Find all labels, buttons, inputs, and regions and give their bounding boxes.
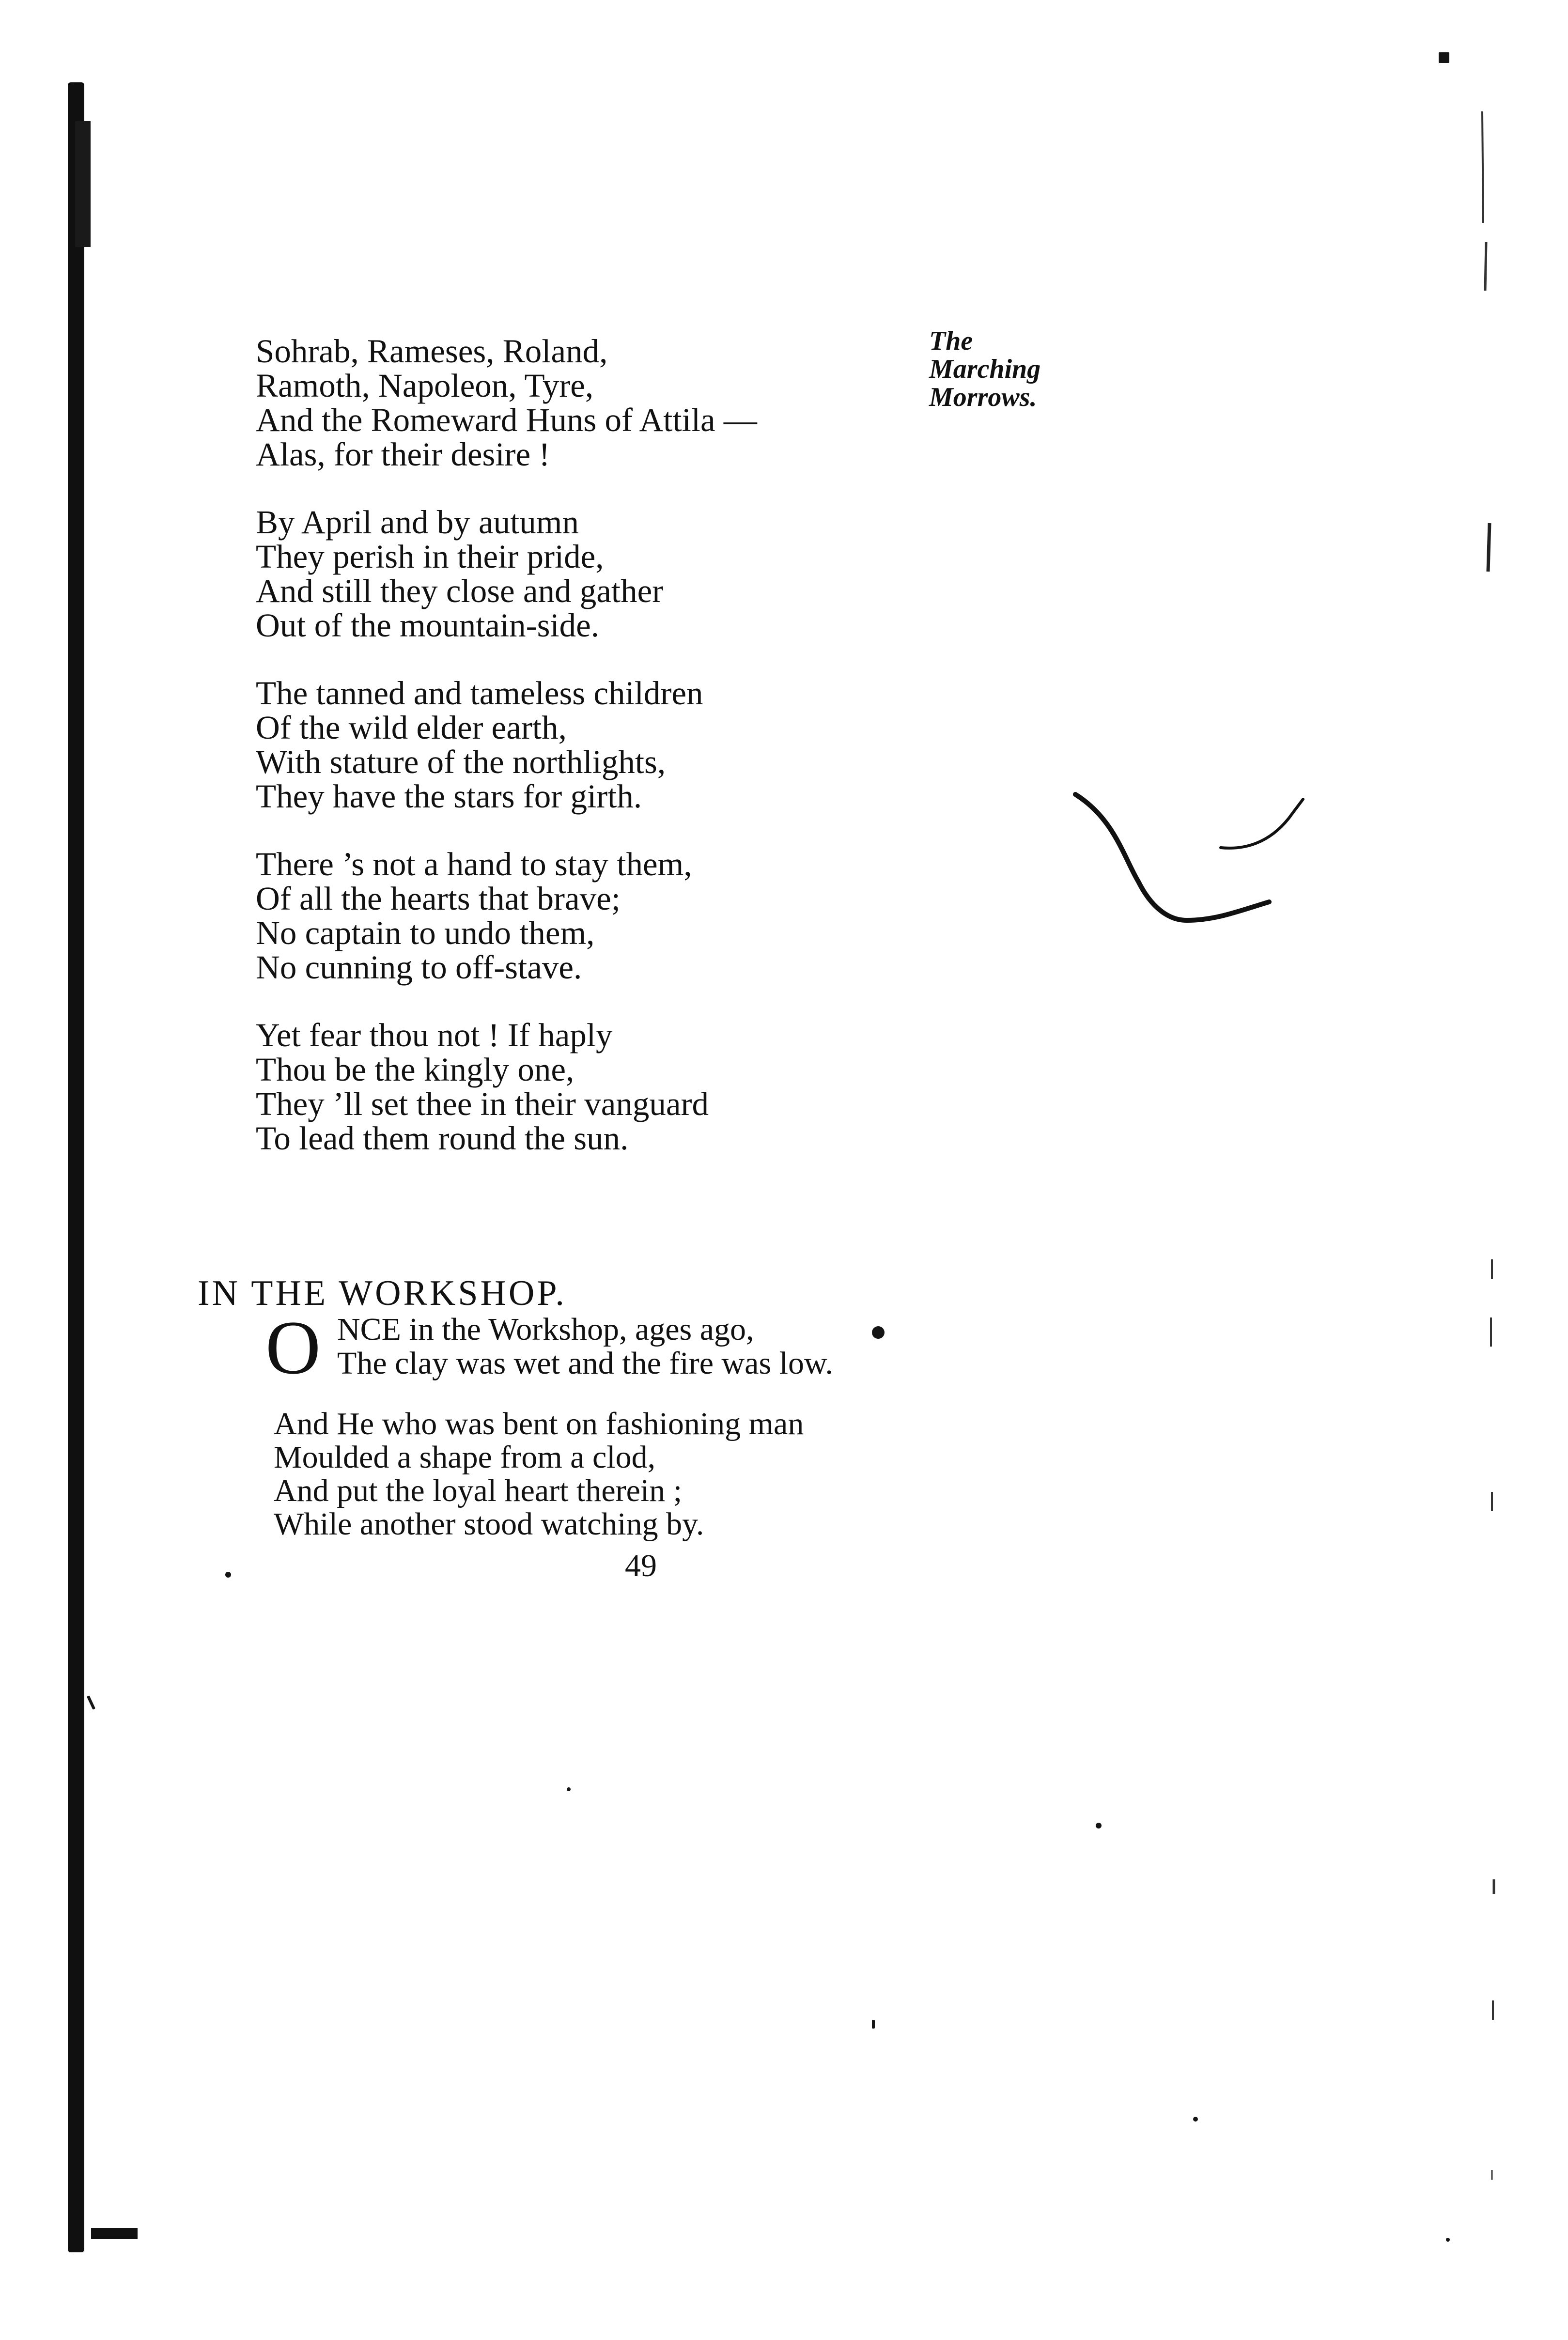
- poem-line: Thou be the kingly one,: [256, 1051, 574, 1088]
- stanza: [256, 1018, 1031, 1156]
- stanza: [256, 505, 1031, 643]
- poem-line: While another stood watching by.: [274, 1506, 704, 1542]
- side-note-line: The: [929, 326, 973, 356]
- poem-line: No captain to undo them,: [256, 914, 595, 951]
- scan-speck: [872, 2020, 875, 2029]
- poem-line: To lead them round the sun.: [256, 1120, 629, 1157]
- poem-in-the-workshop: [274, 1407, 1146, 1541]
- stanza: [256, 847, 1031, 985]
- poem-line: With stature of the northlights,: [256, 744, 666, 780]
- poem-line: No cunning to off-stave.: [256, 949, 582, 986]
- scan-speck: [567, 1787, 571, 1791]
- poem-line: Sohrab, Rameses, Roland,: [256, 333, 608, 370]
- right-edge-scan-noise: [1473, 39, 1511, 2315]
- scan-speck: [1096, 1823, 1102, 1829]
- binding-edge: [68, 82, 84, 2252]
- poem-line: Of all the hearts that brave;: [256, 880, 621, 917]
- poem-line: The tanned and tameless children: [256, 675, 703, 712]
- scan-speck: [872, 1326, 885, 1339]
- poem-line: Out of the mountain-side.: [256, 607, 600, 644]
- stanza: [256, 676, 1031, 814]
- stanza: [256, 334, 1031, 472]
- scan-speck: [225, 1572, 231, 1578]
- scan-speck: [1193, 2117, 1198, 2122]
- poem-line: And still they close and gather: [256, 573, 664, 609]
- side-note-line: Marching: [929, 354, 1041, 384]
- opening-lines: [265, 1305, 1186, 1390]
- section-title: IN THE WORKSHOP.: [198, 1273, 567, 1313]
- poem-line: NCE in the Workshop, ages ago,: [337, 1312, 754, 1347]
- scan-speck: [87, 1695, 95, 1710]
- side-note-line: Morrows.: [929, 382, 1037, 412]
- poem-line: Alas, for their desire !: [256, 436, 550, 473]
- page-number: 49: [625, 1548, 657, 1583]
- poem-line: Yet fear thou not ! If haply: [256, 1017, 613, 1054]
- poem-line: And put the loyal heart therein ;: [274, 1473, 683, 1508]
- poem-line: And He who was bent on fashioning man: [274, 1406, 804, 1441]
- poem-line: They perish in their pride,: [256, 538, 604, 575]
- binding-edge-shadow: [75, 121, 91, 247]
- binding-foot-mark: [91, 2228, 138, 2239]
- poem-line: There ’s not a hand to stay them,: [256, 846, 692, 883]
- poem-line: And the Romeward Huns of Attila —: [256, 402, 757, 438]
- scan-speck: [1439, 52, 1449, 63]
- poem-line: Of the wild elder earth,: [256, 709, 567, 746]
- poem-line: They ’ll set thee in their vanguard: [256, 1085, 709, 1122]
- poem-line: They have the stars for girth.: [256, 778, 642, 815]
- scan-speck: [1446, 2238, 1450, 2242]
- poem-line: Ramoth, Napoleon, Tyre,: [256, 367, 594, 404]
- poem-line: By April and by autumn: [256, 504, 579, 541]
- poem-line: Moulded a shape from a clod,: [274, 1440, 656, 1475]
- pen-scratch-mark: [1056, 765, 1327, 969]
- poem-line: The clay was wet and the fire was low.: [337, 1346, 833, 1381]
- drop-cap: O: [265, 1305, 321, 1390]
- poem-marching-morrows: [256, 334, 1031, 1189]
